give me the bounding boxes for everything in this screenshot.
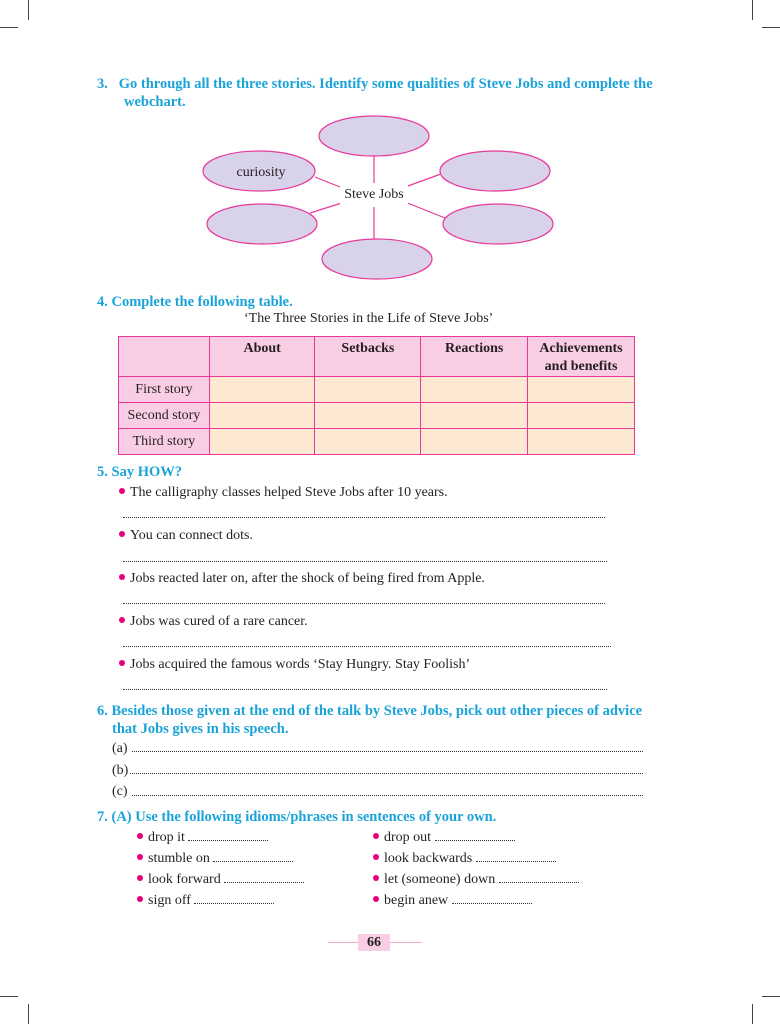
q7-left-item: drop it: [137, 829, 268, 847]
table-cell[interactable]: [315, 403, 421, 429]
answer-blank[interactable]: [435, 830, 515, 841]
bullet-icon: [119, 531, 125, 537]
webchart-bubble-left-bottom: [207, 204, 317, 244]
crop-mark-bottom-right: [752, 1004, 753, 1024]
answer-line[interactable]: [123, 603, 605, 604]
q6-item-label: (b): [112, 763, 129, 778]
page-number: 66: [367, 935, 381, 950]
q5-item: The calligraphy classes helped Steve Jobs after 10 years.: [119, 484, 448, 502]
answer-line[interactable]: [123, 689, 607, 690]
q3-heading-line1: 3. Go through all the three stories. Identify some qualities of Steve Jobs and complete the: [97, 76, 653, 92]
q7-heading: 7. (A) Use the following idioms/phrases in sentences of your own.: [97, 809, 497, 825]
q7-right-item: drop out: [373, 829, 515, 847]
q7-left-item: sign off: [137, 892, 274, 910]
q5-item: Jobs reacted later on, after the shock of being fired from Apple.: [119, 570, 485, 588]
table-header-reactions: Reactions: [421, 337, 528, 377]
q6-heading-line1: 6. Besides those given at the end of the talk by Steve Jobs, pick out other pieces of advice: [97, 703, 643, 719]
q7-left-item: stumble on: [137, 850, 293, 868]
bullet-icon: [373, 833, 379, 839]
q6-item-label: (a): [112, 741, 128, 756]
bullet-icon: [119, 574, 125, 580]
steve-jobs-webchart: [195, 110, 565, 285]
q6-item-label: (c): [112, 784, 128, 799]
table-cell[interactable]: [421, 403, 528, 429]
table-header-blank: [119, 337, 210, 377]
table-header-about: About: [209, 337, 315, 377]
q4-heading: 4. Complete the following table.: [97, 294, 293, 310]
crop-mark-top-left: [28, 0, 29, 20]
webchart-connector-left-bottom: [310, 202, 345, 213]
crop-mark-top-right: [752, 0, 753, 20]
webchart-center-label: Steve Jobs: [344, 187, 404, 202]
table-cell[interactable]: [209, 429, 315, 455]
table-cell[interactable]: [209, 403, 315, 429]
table-cell[interactable]: [528, 377, 635, 403]
webchart-bubble-right-top: [440, 151, 550, 191]
q5-item: You can connect dots.: [119, 527, 253, 545]
table-cell[interactable]: [421, 429, 528, 455]
table-row-label: Second story: [119, 403, 210, 429]
table-row-label: First story: [119, 377, 210, 403]
bullet-icon: [119, 617, 125, 623]
q5-heading: 5. Say HOW?: [97, 464, 182, 480]
crop-mark-top-right-h: [762, 27, 780, 28]
answer-line[interactable]: [123, 517, 605, 518]
webchart-connector-right-bottom: [405, 202, 445, 218]
table-cell[interactable]: [315, 429, 421, 455]
answer-line[interactable]: [123, 646, 611, 647]
crop-mark-top-left-h: [0, 27, 18, 28]
table-header-achievements: Achievements and benefits: [528, 337, 635, 377]
three-stories-table: [118, 336, 635, 455]
q6-heading-line2: that Jobs gives in his speech.: [112, 721, 289, 737]
bullet-icon: [119, 488, 125, 494]
q5-item: Jobs acquired the famous words ‘Stay Hungry. Stay Foolish’: [119, 656, 470, 674]
q3-heading-line2: webchart.: [124, 94, 186, 110]
table-row: [119, 429, 635, 455]
webchart-connector-right-top: [405, 174, 441, 187]
answer-blank[interactable]: [452, 893, 532, 904]
crop-mark-bottom-left: [28, 1004, 29, 1024]
table-row: [119, 403, 635, 429]
q7-left-item: look forward: [137, 871, 304, 889]
webchart-connector-left-top: [315, 177, 340, 187]
table-cell[interactable]: [528, 429, 635, 455]
table-cell[interactable]: [528, 403, 635, 429]
bullet-icon: [137, 875, 143, 881]
answer-blank[interactable]: [499, 872, 579, 883]
bullet-icon: [137, 854, 143, 860]
answer-blank[interactable]: [476, 851, 556, 862]
answer-blank[interactable]: [224, 872, 304, 883]
webchart-bubble-text-curiosity: curiosity: [236, 165, 286, 180]
bullet-icon: [137, 896, 143, 902]
answer-blank[interactable]: [188, 830, 268, 841]
bullet-icon: [119, 660, 125, 666]
webchart-bubble-bottom: [322, 239, 432, 279]
crop-mark-bottom-left-h: [0, 996, 18, 997]
webchart-bubble-right-bottom: [443, 204, 553, 244]
bullet-icon: [373, 875, 379, 881]
table-row: [119, 377, 635, 403]
table-cell[interactable]: [315, 377, 421, 403]
crop-mark-bottom-right-h: [762, 996, 780, 997]
answer-line[interactable]: [132, 751, 643, 752]
q7-right-item: look backwards: [373, 850, 556, 868]
answer-blank[interactable]: [194, 893, 274, 904]
q4-table-title: ‘The Three Stories in the Life of Steve Jobs’: [244, 311, 494, 326]
answer-line[interactable]: [130, 773, 643, 774]
answer-line[interactable]: [132, 795, 643, 796]
q7-right-item: begin anew: [373, 892, 532, 910]
answer-blank[interactable]: [213, 851, 293, 862]
table-header-setbacks: Setbacks: [315, 337, 421, 377]
bullet-icon: [137, 833, 143, 839]
q7-right-item: let (someone) down: [373, 871, 579, 889]
bullet-icon: [373, 896, 379, 902]
table-row-label: Third story: [119, 429, 210, 455]
bullet-icon: [373, 854, 379, 860]
webchart-bubble-top: [319, 116, 429, 156]
q5-item: Jobs was cured of a rare cancer.: [119, 613, 308, 631]
table-header-row: [119, 337, 635, 377]
table-cell[interactable]: [421, 377, 528, 403]
answer-line[interactable]: [123, 561, 607, 562]
table-cell[interactable]: [209, 377, 315, 403]
